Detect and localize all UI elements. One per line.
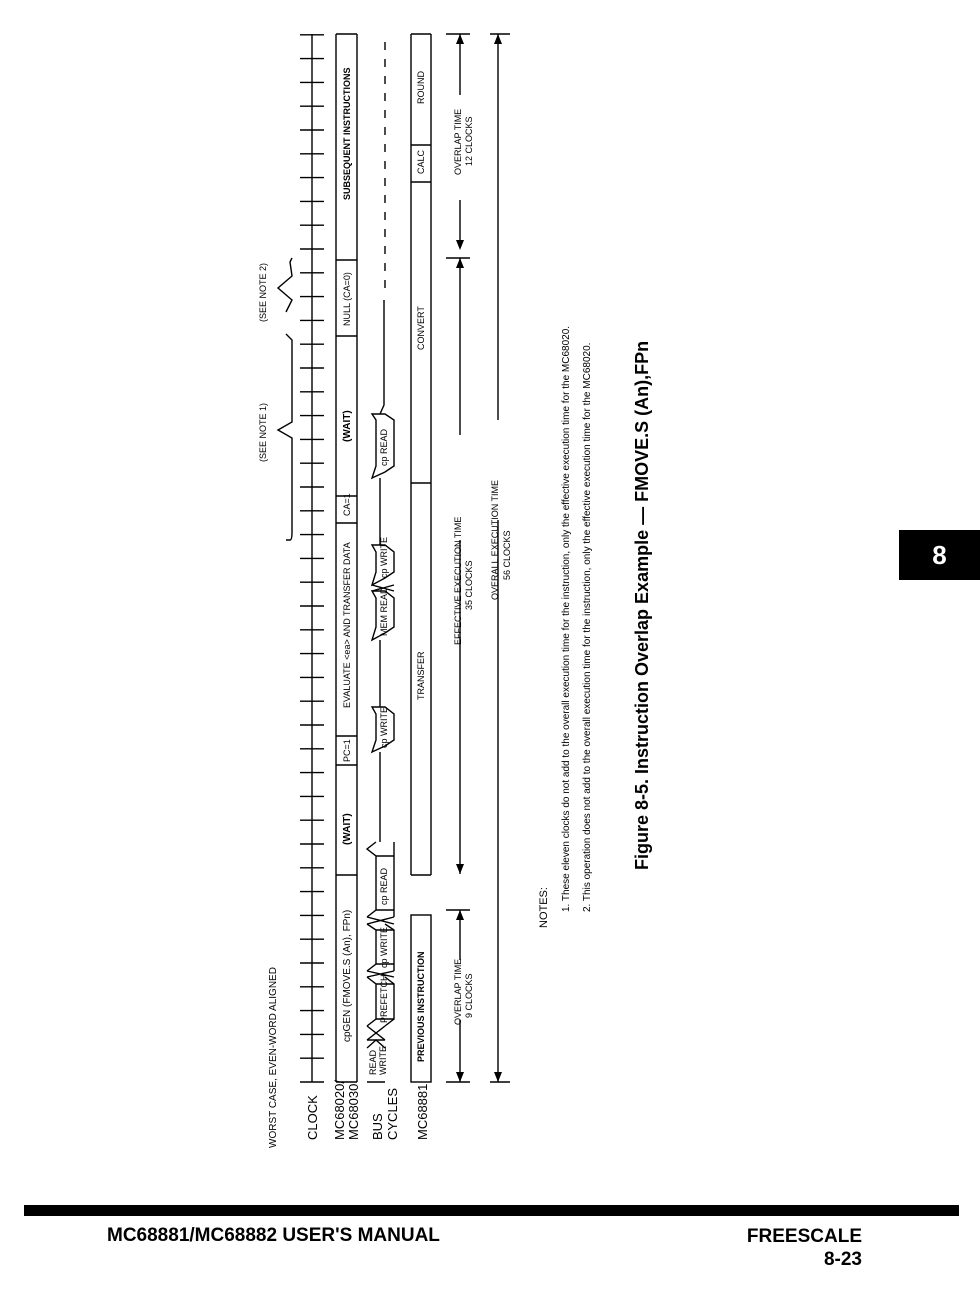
fpu-segment-convert: CONVERT (416, 306, 426, 350)
cpu-segment-ca: CA=1 (342, 493, 352, 516)
fpu-row (411, 34, 431, 1082)
bus-cycle-cp-write-3: cp WRITE (379, 536, 389, 578)
footer-publisher: FREESCALE (746, 1226, 862, 1247)
fpu-segment-round: ROUND (416, 71, 426, 104)
bus-read-label: READ (368, 1049, 378, 1075)
cpu-segment-wait-1: (WAIT) (342, 813, 353, 845)
bus-cycle-prefetch: PREFETCH (379, 974, 389, 1023)
cpu-segment-subsequent: SUBSEQUENT INSTRUCTIONS (342, 67, 352, 200)
bus-label-line1: BUS (370, 1113, 385, 1140)
chapter-tab: 8 (899, 530, 980, 580)
effective-time-label: EFFECTIVE EXECUTION TIME (453, 516, 463, 645)
fpu-segment-calc: CALC (416, 149, 426, 174)
cpu-label-line2: MC68030 (346, 1083, 361, 1140)
see-note-1: (SEE NOTE 1) (258, 402, 268, 462)
effective-time-value: 35 CLOCKS (464, 560, 474, 610)
bus-write-label: WRITE (378, 1046, 388, 1075)
overall-time-value: 56 CLOCKS (502, 530, 512, 580)
bus-label-line2: CYCLES (385, 1087, 400, 1140)
cpu-segment-pc: PC=1 (342, 739, 352, 762)
overlap-time-start-value: 9 CLOCKS (464, 973, 474, 1018)
cpu-segment-null: NULL (CA=0) (342, 272, 352, 326)
overall-time-label: OVERALL EXECUTION TIME (490, 479, 500, 600)
see-note-2: (SEE NOTE 2) (258, 262, 268, 322)
fpu-segment-transfer: TRANSFER (416, 651, 426, 700)
note-braces (278, 258, 292, 540)
footer-page-number: 8-23 (823, 1249, 862, 1270)
bus-cycle-cp-write-1: cp WRITE (379, 926, 389, 968)
fpu-label: MC68881 (415, 1083, 430, 1140)
notes-heading: NOTES: (538, 887, 550, 928)
bus-cycle-cp-read-1: cp READ (379, 867, 389, 905)
cpu-segment-wait-2: (WAIT) (342, 410, 353, 442)
cpu-label-line1: MC68020/ (332, 1080, 347, 1140)
cpu-segment-evaluate: EVALUATE <ea> AND TRANSFER DATA (342, 542, 352, 708)
diagram-header: WORST CASE, EVEN-WORD ALIGNED (268, 967, 279, 1148)
overlap-time-start-label: OVERLAP TIME (453, 958, 463, 1025)
clock-waveform (300, 34, 324, 1082)
figure-caption: Figure 8-5. Instruction Overlap Example — FMOVE.S (An),FPn (632, 340, 652, 870)
overlap-time-end-value: 12 CLOCKS (464, 116, 474, 166)
footer-manual-title: MC68881/MC68882 USER'S MANUAL (107, 1225, 440, 1246)
bus-cycle-mem-read: MEM READ (379, 587, 389, 636)
cpu-segment-cpgen: cpGEN (FMOVE.S (An), FPn) (342, 909, 353, 1042)
overlap-time-end-label: OVERLAP TIME (453, 108, 463, 175)
bus-cycle-cp-read-2: cp READ (379, 428, 389, 466)
clock-label: CLOCK (305, 1095, 320, 1140)
bus-cycle-cp-write-2: cp WRITE (379, 706, 389, 748)
note-1: 1. These eleven clocks do not add to the overall execution time for the instruction, only the effective execution time for the MC68020. (561, 325, 572, 912)
note-2: 2. This operation does not add to the overall execution time for the instruction, only the effective execution time for the MC68020. (582, 342, 593, 912)
footer-rule (24, 1205, 959, 1216)
fpu-previous-instruction: PREVIOUS INSTRUCTION (416, 951, 426, 1062)
footer-right (700, 1225, 862, 1271)
